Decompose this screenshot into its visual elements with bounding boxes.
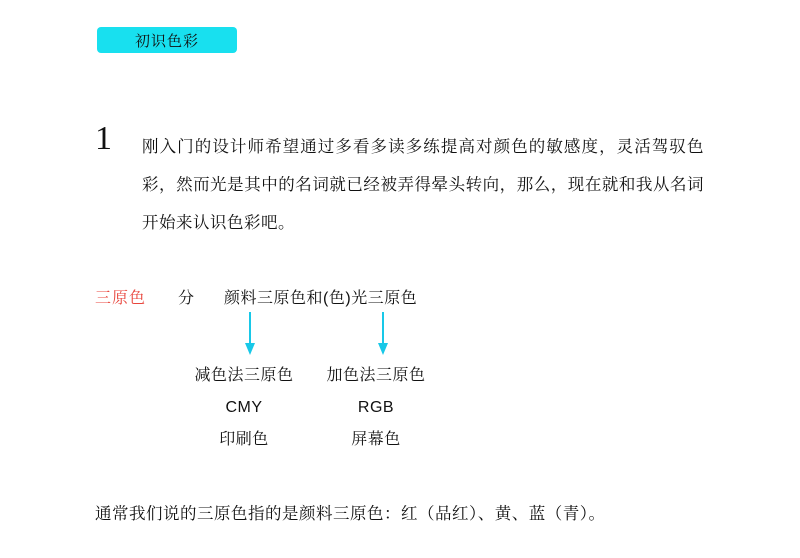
branch-usage: 印刷色 xyxy=(219,431,269,448)
branch-abbr: RGB xyxy=(357,399,395,416)
branch-name: 减色法三原色 xyxy=(194,367,294,384)
title-badge xyxy=(97,27,237,53)
primary-colors-label: 三原色 xyxy=(95,290,147,307)
title-badge-label: 初识色彩 xyxy=(134,32,199,50)
section-number: 1 xyxy=(95,120,112,157)
branch-column-subtractive xyxy=(178,360,310,456)
branch-column-additive xyxy=(315,360,437,456)
footer-note: 通常我们说的三原色指的是颜料三原色：红（品红）、黄、蓝（青）。 xyxy=(95,505,606,523)
primary-colors-row xyxy=(95,285,417,308)
primary-colors-description: 颜料三原色和(色)光三原色 xyxy=(224,290,418,307)
branch-abbr: CMY xyxy=(225,399,263,416)
branch-usage: 屏幕色 xyxy=(351,431,401,448)
primary-colors-separator: 分 xyxy=(178,290,195,307)
section-paragraph: 刚入门的设计师希望通过多看多读多练提高对颜色的敏感度，灵活驾驭色彩，然而光是其中的名词就已经被弄得晕头转向，那么，现在就和我从名词开始来认识色彩吧。 xyxy=(142,138,704,232)
down-arrow-icon-left xyxy=(243,312,257,356)
down-arrow-icon-right xyxy=(376,312,390,356)
branch-name: 加色法三原色 xyxy=(326,367,426,384)
